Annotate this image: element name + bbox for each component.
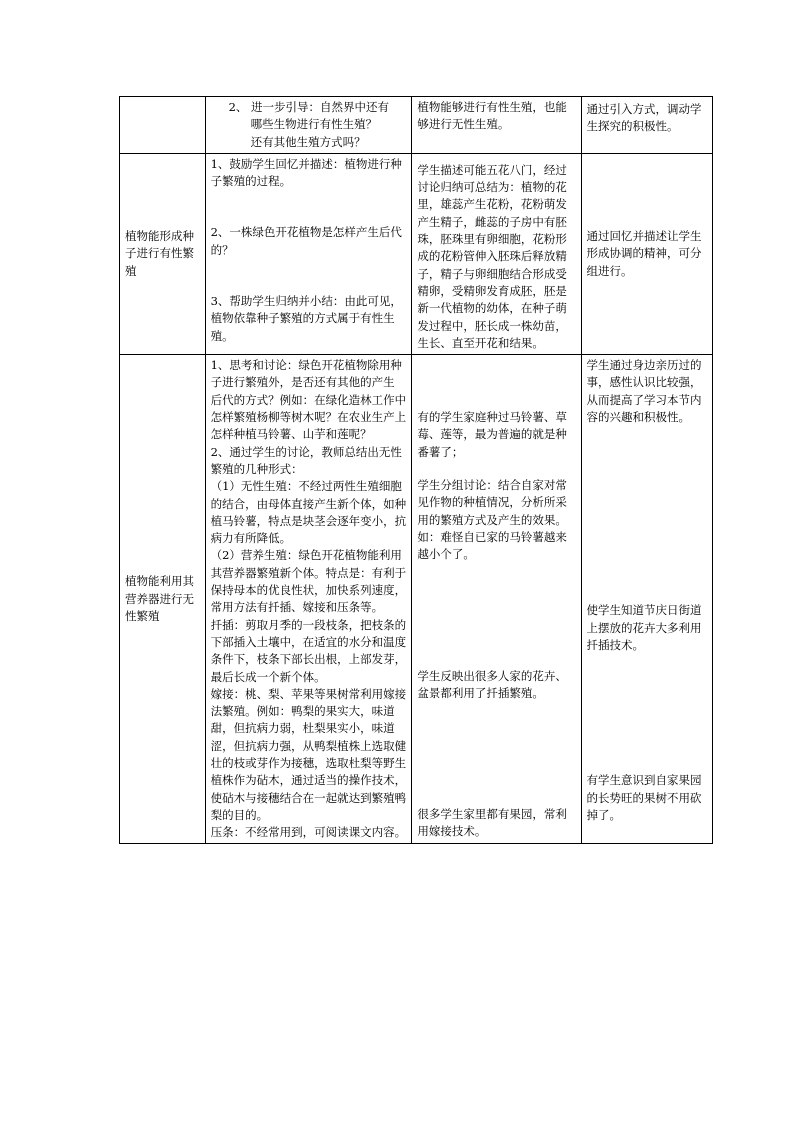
teacher-activity-cell bbox=[205, 355, 412, 844]
table-row bbox=[120, 153, 713, 354]
guide-question-line: 还有其他生殖方式吗？ bbox=[250, 134, 366, 149]
student-answer: 有的学生家庭种过马铃薯、草莓、莲等，最为普遍的就是种番薯了； bbox=[417, 410, 567, 459]
teacher-step: 扦插：剪取月季的一段枝条，把枝条的下部插入土壤中，在适宜的水分和温度条件下，枝条下部长出根，上部发芽，最后长成一个新个体。 bbox=[210, 617, 407, 684]
student-answer: 很多学生家里都有果园，常利用嫁接技术。 bbox=[417, 807, 567, 839]
teacher-step: 2、通过学生的讨论，教师总结出无性繁殖的几种形式： bbox=[210, 444, 402, 476]
purpose-text: 有学生意识到自家果园的长势旺的果树不用砍掉了。 bbox=[586, 773, 702, 822]
guide-question-line: 哪些生物进行有性生殖？ bbox=[250, 117, 378, 132]
student-answer: 学生反映出很多人家的花卉、盆景都利用了扦插繁殖。 bbox=[417, 668, 567, 700]
topic-cell bbox=[120, 355, 206, 844]
topic-cell bbox=[120, 97, 206, 154]
table-row bbox=[120, 355, 713, 844]
teacher-step: （2）营养生殖：绿色开花植物能利用其营养器繁殖新个体。特点是：有利于保持母本的优良性状，加快系列速度，常用方法有扦插、嫁接和压条等。 bbox=[210, 548, 407, 615]
design-purpose-cell bbox=[581, 153, 712, 354]
teacher-step: 嫁接：桃、梨、苹果等果树常利用嫁接法繁殖。例如：鸭梨的果实大，味道甜，但抗病力弱，杜梨果实小，味道涩，但抗病力强，从鸭梨植株上选取健壮的枝或芽作为接穗，选取杜梨等野生植株作为砧木，通过适当的操作技术，使砧木与接穗结合在一起就达到繁殖鸭梨的目的。 bbox=[210, 686, 407, 822]
topic-text: 植物能利用其营养器进行无性繁殖 bbox=[125, 574, 194, 623]
topic-text: 植物能形成种子进行有性繁殖 bbox=[125, 229, 194, 278]
purpose-text: 学生通过身边亲历过的事，感性认识比较强，从而提高了学习本节内容的兴趣和积极性。 bbox=[586, 358, 702, 425]
student-answer: 学生描述可能五花八门，经过讨论归纳可总结为：植物的花里，雄蕊产生花粉，花粉萌发产生精子，雌蕊的子房中有胚珠，胚珠里有卵细胞，花粉形成的花粉管伸入胚珠后释放精子，精子与卵细胞结合形成受精卵，受精卵发育成胚，胚是新一代植物的幼体，在种子萌发过程中，胚长成一株幼苗，生长、直至开花和结果。 bbox=[417, 162, 567, 350]
teacher-step: 2、一株绿色开花植物是怎样产生后代的？ bbox=[210, 225, 402, 257]
student-activity-cell bbox=[412, 355, 581, 844]
teacher-step: 3、帮助学生归纳并小结：由此可见，植物依靠种子繁殖的方式属于有性生殖。 bbox=[210, 294, 402, 343]
design-purpose-cell bbox=[581, 97, 712, 154]
lesson-plan-table bbox=[119, 96, 713, 844]
purpose-text: 通过回忆并描述让学生形成协调的精神，可分组进行。 bbox=[586, 229, 702, 278]
topic-cell bbox=[120, 153, 206, 354]
student-activity-cell bbox=[412, 97, 581, 154]
guide-question-line: 2、 进一步引导：自然界中还有 bbox=[228, 100, 390, 114]
purpose-text: 通过引入方式，调动学生探究的积极性。 bbox=[586, 102, 702, 134]
purpose-text: 使学生知道节庆日街道上摆放的花卉大多利用扦插技术。 bbox=[586, 603, 702, 652]
teacher-step: 压条：不经常用到，可阅读课文内容。 bbox=[210, 825, 407, 840]
teacher-step: 1、思考和讨论：绿色开花植物除用种子进行繁殖外，是否还有其他的产生 后代的方式？例如：在绿化造林工作中怎样繁殖杨柳等树木呢？在农业生产上怎样种植马铃薯、山芋和莲呢？ bbox=[210, 358, 407, 442]
teacher-step: （1）无性生殖：不经过两性生殖细胞的结合，由母体直接产生新个体，如种植马铃薯，特点是块茎会逐年变小，抗病力有所降低。 bbox=[210, 479, 407, 546]
design-purpose-cell bbox=[581, 355, 712, 844]
student-answer: 学生分组讨论：结合自家对常见作物的种植情况，分析所采用的繁殖方式及产生的效果。如：难怪自已家的马铃薯越来越小个了。 bbox=[417, 478, 567, 562]
teacher-activity-cell bbox=[205, 153, 412, 354]
teacher-step: 1、鼓励学生回忆并描述：植物进行种子繁殖的过程。 bbox=[210, 156, 402, 189]
student-answer: 植物能够进行有性生殖，也能够进行无性生殖。 bbox=[417, 100, 567, 132]
teacher-activity-cell bbox=[205, 97, 412, 154]
table-row bbox=[120, 97, 713, 154]
student-activity-cell bbox=[412, 153, 581, 354]
